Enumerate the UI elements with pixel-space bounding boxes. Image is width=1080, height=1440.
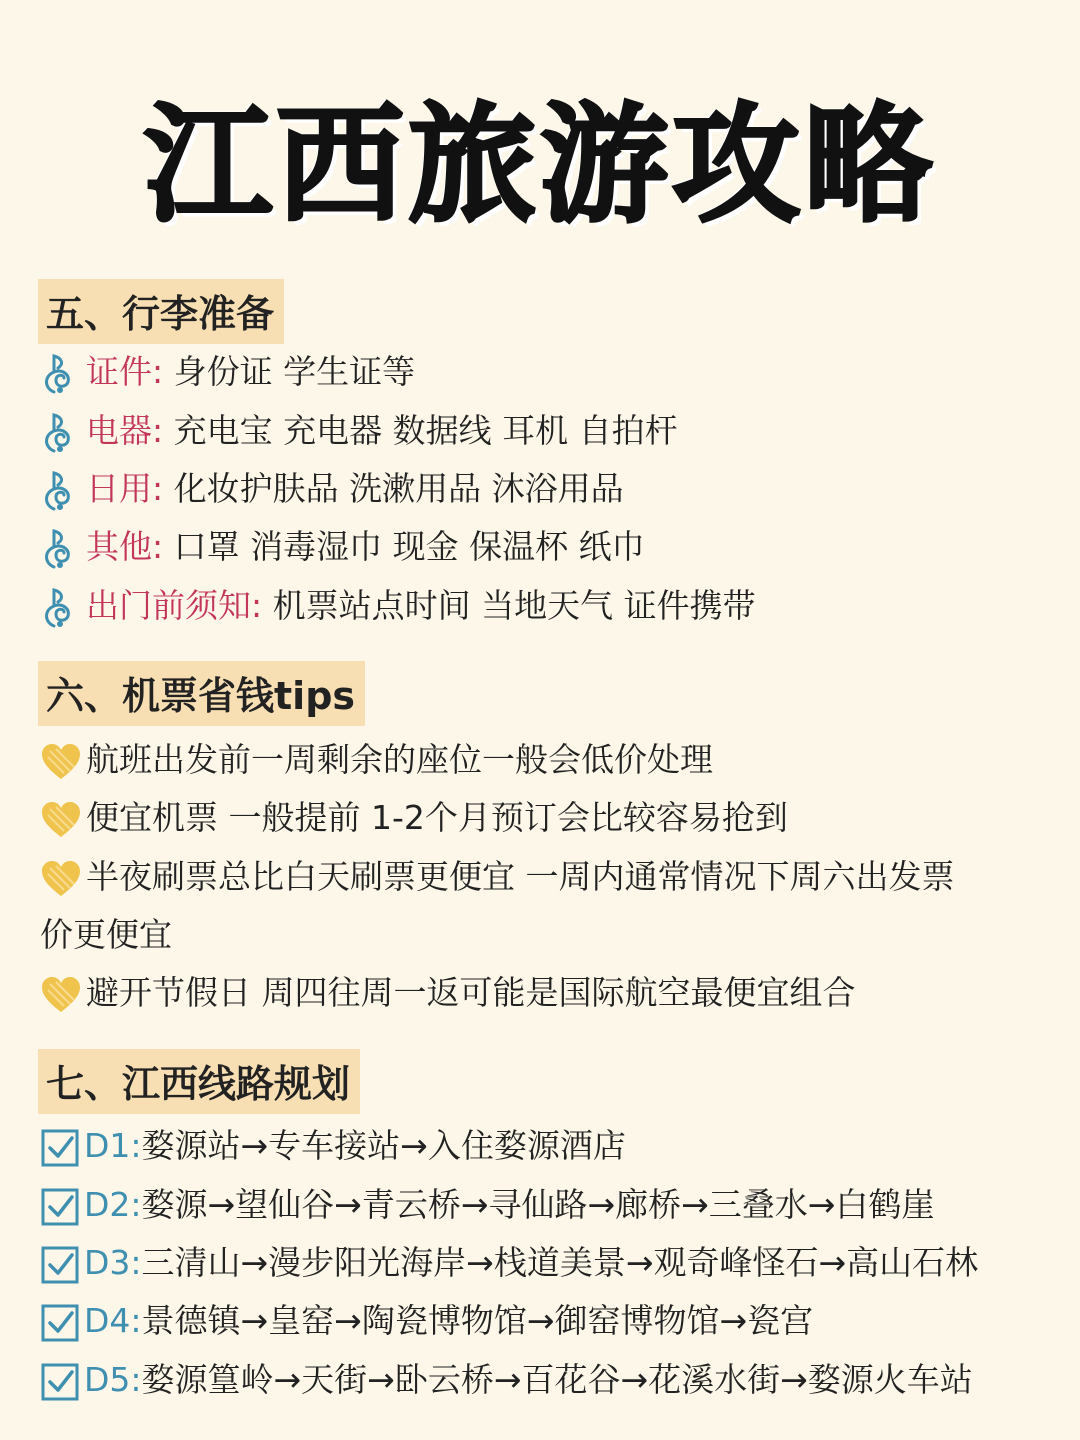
list-item xyxy=(40,855,955,899)
list-item xyxy=(40,584,756,628)
page-title: 江西旅游攻略 xyxy=(143,91,936,240)
list-item xyxy=(40,796,788,840)
day-label: D5: xyxy=(84,1360,142,1399)
heart-icon xyxy=(40,743,82,781)
list-item xyxy=(40,350,415,394)
list-item xyxy=(40,738,713,782)
day-route: 婺源→望仙谷→青云桥→寻仙路→廊桥→三叠水→白鹤崖 xyxy=(141,1185,935,1224)
list-item xyxy=(40,409,678,453)
day-label: D1: xyxy=(84,1126,142,1165)
item-key: 电器: xyxy=(86,411,164,450)
heart-icon xyxy=(40,860,82,898)
day-route: 婺源站→专车接站→入住婺源酒店 xyxy=(141,1126,626,1165)
section-heading-tickets: 六、机票省钱tips xyxy=(38,661,365,726)
treble-clef-icon xyxy=(40,471,82,511)
day-route: 婺源篁岭→天街→卧云桥→百花谷→花溪水街→婺源火车站 xyxy=(141,1360,973,1399)
checkbox-icon xyxy=(40,1303,80,1343)
item-key: 证件: xyxy=(86,352,164,391)
item-value: 机票站点时间 当地天气 证件携带 xyxy=(262,586,756,625)
section-heading-route: 七、江西线路规划 xyxy=(38,1049,360,1114)
list-item xyxy=(40,1299,813,1343)
day-route: 景德镇→皇窑→陶瓷博物馆→御窑博物馆→瓷宫 xyxy=(141,1301,814,1340)
checkbox-icon xyxy=(40,1362,80,1402)
treble-clef-icon xyxy=(40,588,82,628)
heart-icon xyxy=(40,801,82,839)
tip-text: 航班出发前一周剩余的座位一般会低价处理 xyxy=(86,740,713,779)
list-item-continuation xyxy=(40,913,172,957)
list-item xyxy=(40,971,856,1015)
heart-icon xyxy=(40,976,82,1014)
checkbox-icon xyxy=(40,1187,80,1227)
list-item xyxy=(40,1358,973,1402)
tip-text: 避开节假日 周四往周一返可能是国际航空最便宜组合 xyxy=(86,973,856,1012)
tip-text: 价更便宜 xyxy=(40,915,172,954)
list-item xyxy=(40,525,645,569)
item-value: 充电宝 充电器 数据线 耳机 自拍杆 xyxy=(163,411,678,450)
tip-text: 便宜机票 一般提前 1-2个月预订会比较容易抢到 xyxy=(86,798,788,837)
list-item xyxy=(40,1124,626,1168)
day-label: D2: xyxy=(84,1185,142,1224)
checkbox-icon xyxy=(40,1245,80,1285)
tip-text: 半夜刷票总比白天刷票更便宜 一周内通常情况下周六出发票 xyxy=(86,857,955,896)
list-item xyxy=(40,1183,934,1227)
item-value: 身份证 学生证等 xyxy=(163,352,416,391)
treble-clef-icon xyxy=(40,413,82,453)
list-item xyxy=(40,467,624,511)
day-route: 三清山→漫步阳光海岸→栈道美景→观奇峰怪石→高山石林 xyxy=(141,1243,979,1282)
day-label: D3: xyxy=(84,1243,142,1282)
section-heading-luggage: 五、行李准备 xyxy=(38,279,284,344)
checkbox-icon xyxy=(40,1128,80,1168)
treble-clef-icon xyxy=(40,354,82,394)
item-key: 其他: xyxy=(86,527,164,566)
item-key: 日用: xyxy=(86,469,164,508)
treble-clef-icon xyxy=(40,529,82,569)
list-item xyxy=(40,1241,978,1285)
day-label: D4: xyxy=(84,1301,142,1340)
item-value: 口罩 消毒湿巾 现金 保温杯 纸巾 xyxy=(163,527,645,566)
item-value: 化妆护肤品 洗漱用品 沐浴用品 xyxy=(163,469,624,508)
item-key: 出门前须知: xyxy=(86,586,263,625)
